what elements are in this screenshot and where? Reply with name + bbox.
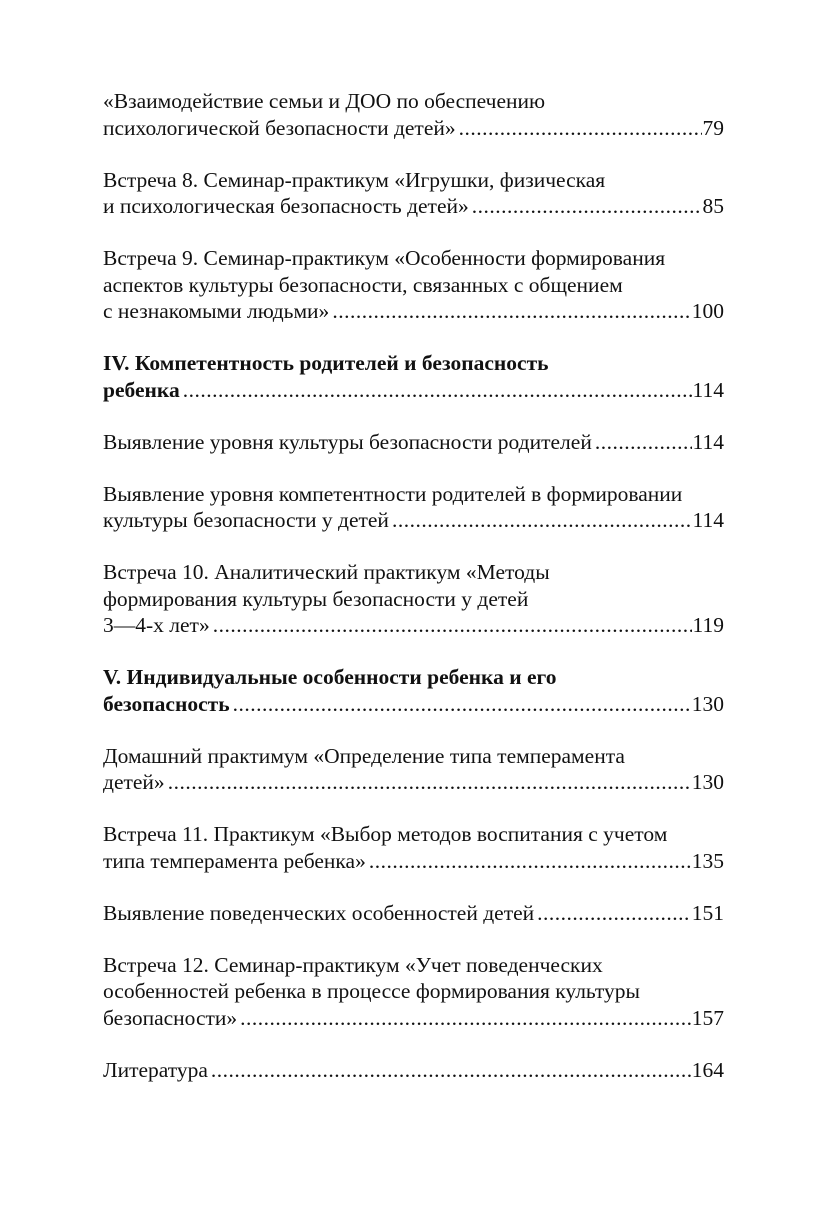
- toc-entry-title-line: культуры безопасности у детей: [103, 508, 389, 532]
- toc-entry-title-line: детей»: [103, 770, 165, 794]
- toc-entry: [103, 429, 724, 456]
- toc-entry-last-line: [103, 115, 724, 142]
- toc-entry-last-line: [103, 900, 724, 927]
- toc-page-number: 85: [702, 194, 724, 218]
- toc-entry-title-line: Выявление уровня культуры безопасности родителей: [103, 429, 592, 454]
- toc-entry: [103, 559, 724, 639]
- toc-entry-title-line: формирования культуры безопасности у детей: [103, 586, 529, 611]
- dot-leader: [332, 298, 690, 325]
- dot-leader: [537, 900, 691, 927]
- dot-leader: [183, 377, 692, 404]
- toc-page-number: 114: [692, 429, 724, 454]
- toc-entry-title-line: безопасность: [103, 691, 230, 716]
- dot-leader: [392, 507, 692, 534]
- toc-entry: [103, 1057, 724, 1084]
- toc-entry-title-line: «Взаимодействие семьи и ДОО по обеспечению: [103, 89, 546, 113]
- toc-entry: [103, 900, 724, 927]
- toc-entry: [103, 245, 724, 325]
- toc-entry-last-line: [103, 1005, 724, 1032]
- toc-page-number: 130: [691, 770, 724, 794]
- toc-entry-last-line: [103, 1057, 724, 1084]
- toc-entry-last-line: [103, 507, 724, 534]
- toc-entry-title-line: Встреча 12. Семинар-практикум «Учет поведенческих: [103, 952, 603, 977]
- dot-leader: [240, 1005, 691, 1032]
- toc-entry-title-line: Выявление уровня компетентности родителей в формировании: [103, 481, 683, 506]
- toc-entry-last-line: [103, 848, 724, 875]
- toc-page-number: 114: [692, 377, 724, 402]
- toc-entry-title-line: Литература: [103, 1057, 208, 1082]
- dot-leader: [595, 429, 692, 456]
- toc-entry-last-line: [103, 298, 724, 325]
- toc-entry-title-line: V. Индивидуальные особенности ребенка и его: [103, 665, 557, 689]
- toc-entry-last-line: [103, 193, 724, 220]
- toc-entry-title-line: типа темперамента ребенка»: [103, 848, 366, 873]
- toc-page-number: 135: [691, 848, 724, 873]
- toc-entry-title-line: Встреча 11. Практикум «Выбор методов воспитания с учетом: [103, 822, 668, 846]
- dot-leader: [472, 193, 702, 220]
- toc-entry: [103, 743, 724, 796]
- toc-entry-title-line: Домашний практимум «Определение типа темперамента: [103, 743, 625, 768]
- toc-entry: [103, 88, 724, 141]
- toc-entry-last-line: [103, 429, 724, 456]
- toc-page-number: 164: [691, 1057, 724, 1082]
- toc-page-number: 114: [692, 508, 724, 532]
- toc-entry-title-line: Выявление поведенческих особенностей детей: [103, 900, 535, 925]
- toc-entry: [103, 821, 724, 874]
- toc-entry-title-line: особенностей ребенка в процессе формирования культуры: [103, 979, 640, 1003]
- toc-entry-title-line: Встреча 8. Семинар-практикум «Игрушки, физическая: [103, 167, 606, 192]
- toc-entry-title-line: психологической безопасности детей»: [103, 115, 456, 140]
- toc-entry-title-line: Встреча 10. Аналитический практикум «Методы: [103, 560, 550, 584]
- toc-entry-title-line: безопасности»: [103, 1005, 238, 1030]
- toc-entry-last-line: [103, 377, 724, 404]
- table-of-contents: [103, 88, 724, 1083]
- dot-leader: [213, 612, 692, 639]
- toc-entry: [103, 952, 724, 1032]
- dot-leader: [369, 848, 691, 875]
- dot-leader: [211, 1057, 691, 1084]
- toc-entry-title-line: с незнакомыми людьми»: [103, 299, 330, 323]
- toc-entry-title-line: и психологическая безопасность детей»: [103, 194, 469, 218]
- toc-entry-title-line: 3—4-х лет»: [103, 613, 210, 637]
- toc-page-number: 119: [692, 613, 724, 637]
- toc-entry: [103, 167, 724, 220]
- toc-entry-last-line: [103, 691, 724, 718]
- toc-entry-title-line: аспектов культуры безопасности, связанных с общением: [103, 272, 623, 297]
- toc-entry: [103, 481, 724, 534]
- dot-leader: [459, 115, 702, 142]
- toc-entry-title-line: IV. Компетентность родителей и безопасность: [103, 351, 549, 375]
- toc-entry-title-line: ребенка: [103, 377, 180, 402]
- toc-entry-last-line: [103, 769, 724, 796]
- toc-entry-title-line: Встреча 9. Семинар-практикум «Особенности формирования: [103, 246, 666, 270]
- toc-page-number: 79: [702, 115, 724, 140]
- toc-section-heading: [103, 350, 724, 403]
- toc-page-number: 151: [691, 900, 724, 925]
- toc-page-number: 157: [691, 1005, 724, 1030]
- toc-section-heading: [103, 664, 724, 717]
- dot-leader: [168, 769, 691, 796]
- dot-leader: [233, 691, 691, 718]
- toc-page-number: 130: [691, 691, 724, 716]
- toc-page-number: 100: [691, 299, 724, 323]
- toc-entry-last-line: [103, 612, 724, 639]
